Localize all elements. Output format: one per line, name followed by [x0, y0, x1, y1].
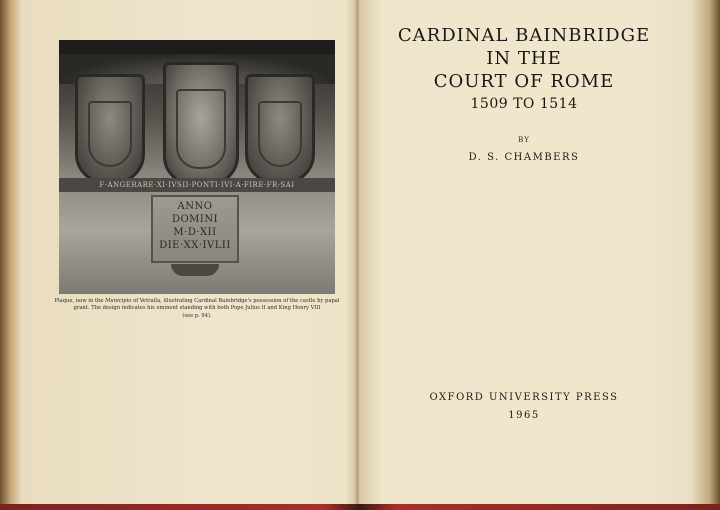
plate-frieze-inscription: F·ANGERARE·XI·IVSII·PONTI·IVI·A·FIRE·FR·SAI	[59, 178, 335, 192]
tablet-line: M·D·XII	[173, 227, 217, 238]
title-line-3: COURT OF ROME	[433, 71, 615, 92]
title-dates: 1509 TO 1514	[470, 96, 578, 112]
title-line-2: IN THE	[486, 48, 562, 69]
frontispiece-photograph	[59, 40, 335, 294]
tablet-line: DIE·XX·IVLII	[159, 240, 231, 251]
caption-text-start: Plaque, now in the	[54, 298, 106, 304]
book-edge	[0, 504, 720, 510]
caption-page-reference: (see p. 94).	[182, 313, 212, 319]
caption-italic: Municipio	[105, 298, 132, 304]
by-label: BY	[518, 136, 530, 144]
book-title	[364, 24, 684, 116]
author-name: D. S. CHAMBERS	[468, 152, 580, 163]
shield-inner	[258, 101, 302, 167]
tablet-line: ANNO	[177, 201, 213, 212]
caption-text-end: of Vetralla, illustrating Cardinal Bainbridge's possession of the castle by papal grant. The design indicates his eminent standing with both Pope Julius II and King Henry VIII	[73, 298, 340, 311]
coat-of-arms-center	[163, 62, 239, 186]
plate-corbel	[171, 264, 219, 276]
left-page	[12, 0, 354, 504]
shield-inner	[88, 101, 132, 167]
coat-of-arms-right	[245, 74, 315, 184]
shield-inner	[176, 89, 226, 169]
publication-year: 1965	[508, 410, 540, 421]
tablet-line: DOMINI	[171, 214, 219, 225]
coat-of-arms-left	[75, 74, 145, 184]
title-page	[364, 0, 708, 504]
publisher-name: OXFORD UNIVERSITY PRESS	[429, 392, 619, 403]
plate-tablet-inscription	[151, 195, 239, 263]
plate-caption	[52, 298, 342, 320]
title-line-1: CARDINAL BAINBRIDGE	[397, 25, 651, 46]
